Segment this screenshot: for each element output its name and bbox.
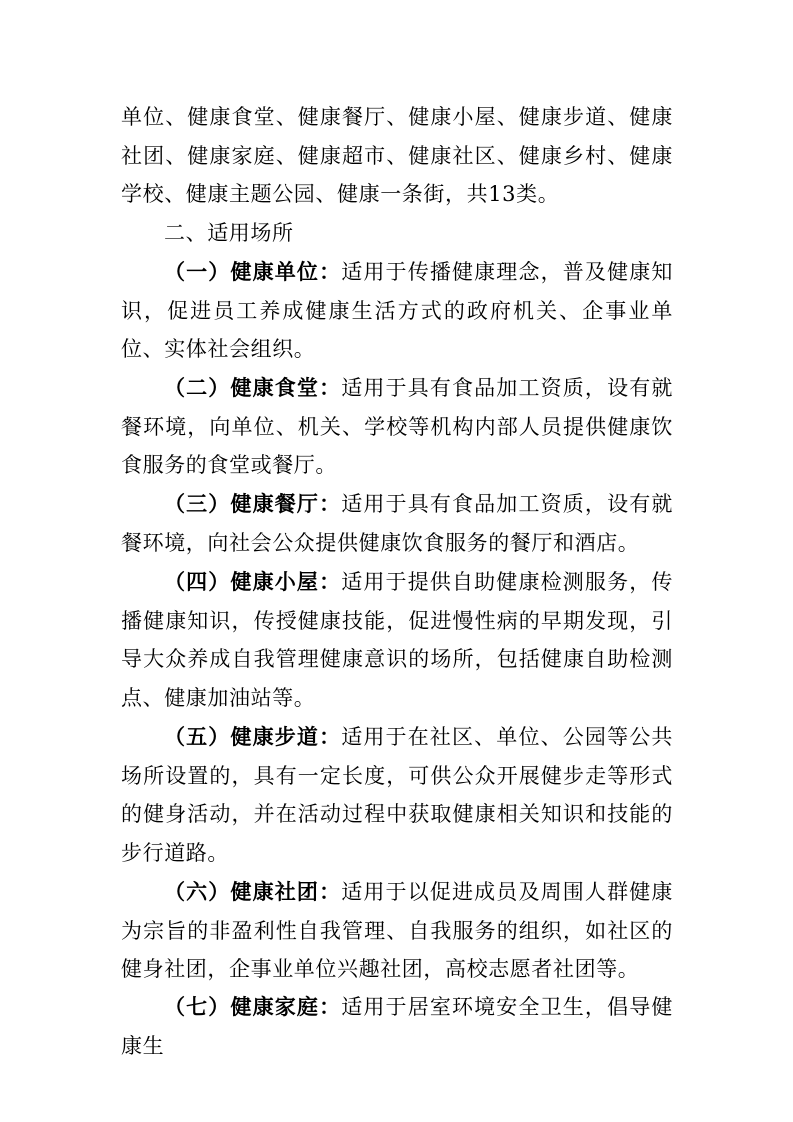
item-paragraph-6 xyxy=(121,873,673,989)
item-text-6: 适用于以促进成员及周围人群健康为宗旨的非盈利性自我管理、自我服务的组织，如社区的健身社团，企事业单位兴趣社团，高校志愿者社团等。 xyxy=(121,880,673,982)
section-heading: 二、适用场所 xyxy=(164,221,294,245)
item-term-2: （二）健康食堂： xyxy=(164,376,342,400)
item-term-7: （七）健康家庭： xyxy=(164,995,342,1019)
item-text-3: 适用于具有食品加工资质，设有就餐环境，向社会公众提供健康饮食服务的餐厅和酒店。 xyxy=(121,492,673,555)
item-term-5: （五）健康步道： xyxy=(164,725,342,749)
item-text-2: 适用于具有食品加工资质，设有就餐环境，向单位、机关、学校等机构内部人员提供健康饮食服务的食堂或餐厅。 xyxy=(121,376,673,478)
item-text-4: 适用于提供自助健康检测服务，传播健康知识，传授健康技能，促进慢性病的早期发现，引导大众养成自我管理健康意识的场所，包括健康自助检测点、健康加油站等。 xyxy=(121,570,673,711)
item-term-6: （六）健康社团： xyxy=(164,880,342,904)
item-paragraph-7 xyxy=(121,988,673,1065)
item-paragraph-3 xyxy=(121,485,673,562)
item-paragraph-2 xyxy=(121,369,673,485)
item-paragraph-5 xyxy=(121,718,673,873)
item-text-7: 适用于居室环境安全卫生，倡导健康生 xyxy=(121,995,673,1058)
item-text-5: 适用于在社区、单位、公园等公共场所设置的，具有一定长度，可供公众开展健步走等形式的健身活动，并在活动过程中获取健康相关知识和技能的步行道路。 xyxy=(121,725,673,866)
item-paragraph-4 xyxy=(121,563,673,718)
intro-paragraph: 单位、健康食堂、健康餐厅、健康小屋、健康步道、健康社团、健康家庭、健康超市、健康社区、健康乡村、健康学校、健康主题公园、健康一条街，共13类。 xyxy=(121,105,673,207)
item-paragraph-1 xyxy=(121,253,673,369)
item-text-1: 适用于传播健康理念，普及健康知识，促进员工养成健康生活方式的政府机关、企事业单位、实体社会组织。 xyxy=(121,260,673,362)
item-term-4: （四）健康小屋： xyxy=(164,570,342,594)
item-term-3: （三）健康餐厅： xyxy=(164,492,342,516)
item-term-1: （一）健康单位： xyxy=(164,260,342,284)
